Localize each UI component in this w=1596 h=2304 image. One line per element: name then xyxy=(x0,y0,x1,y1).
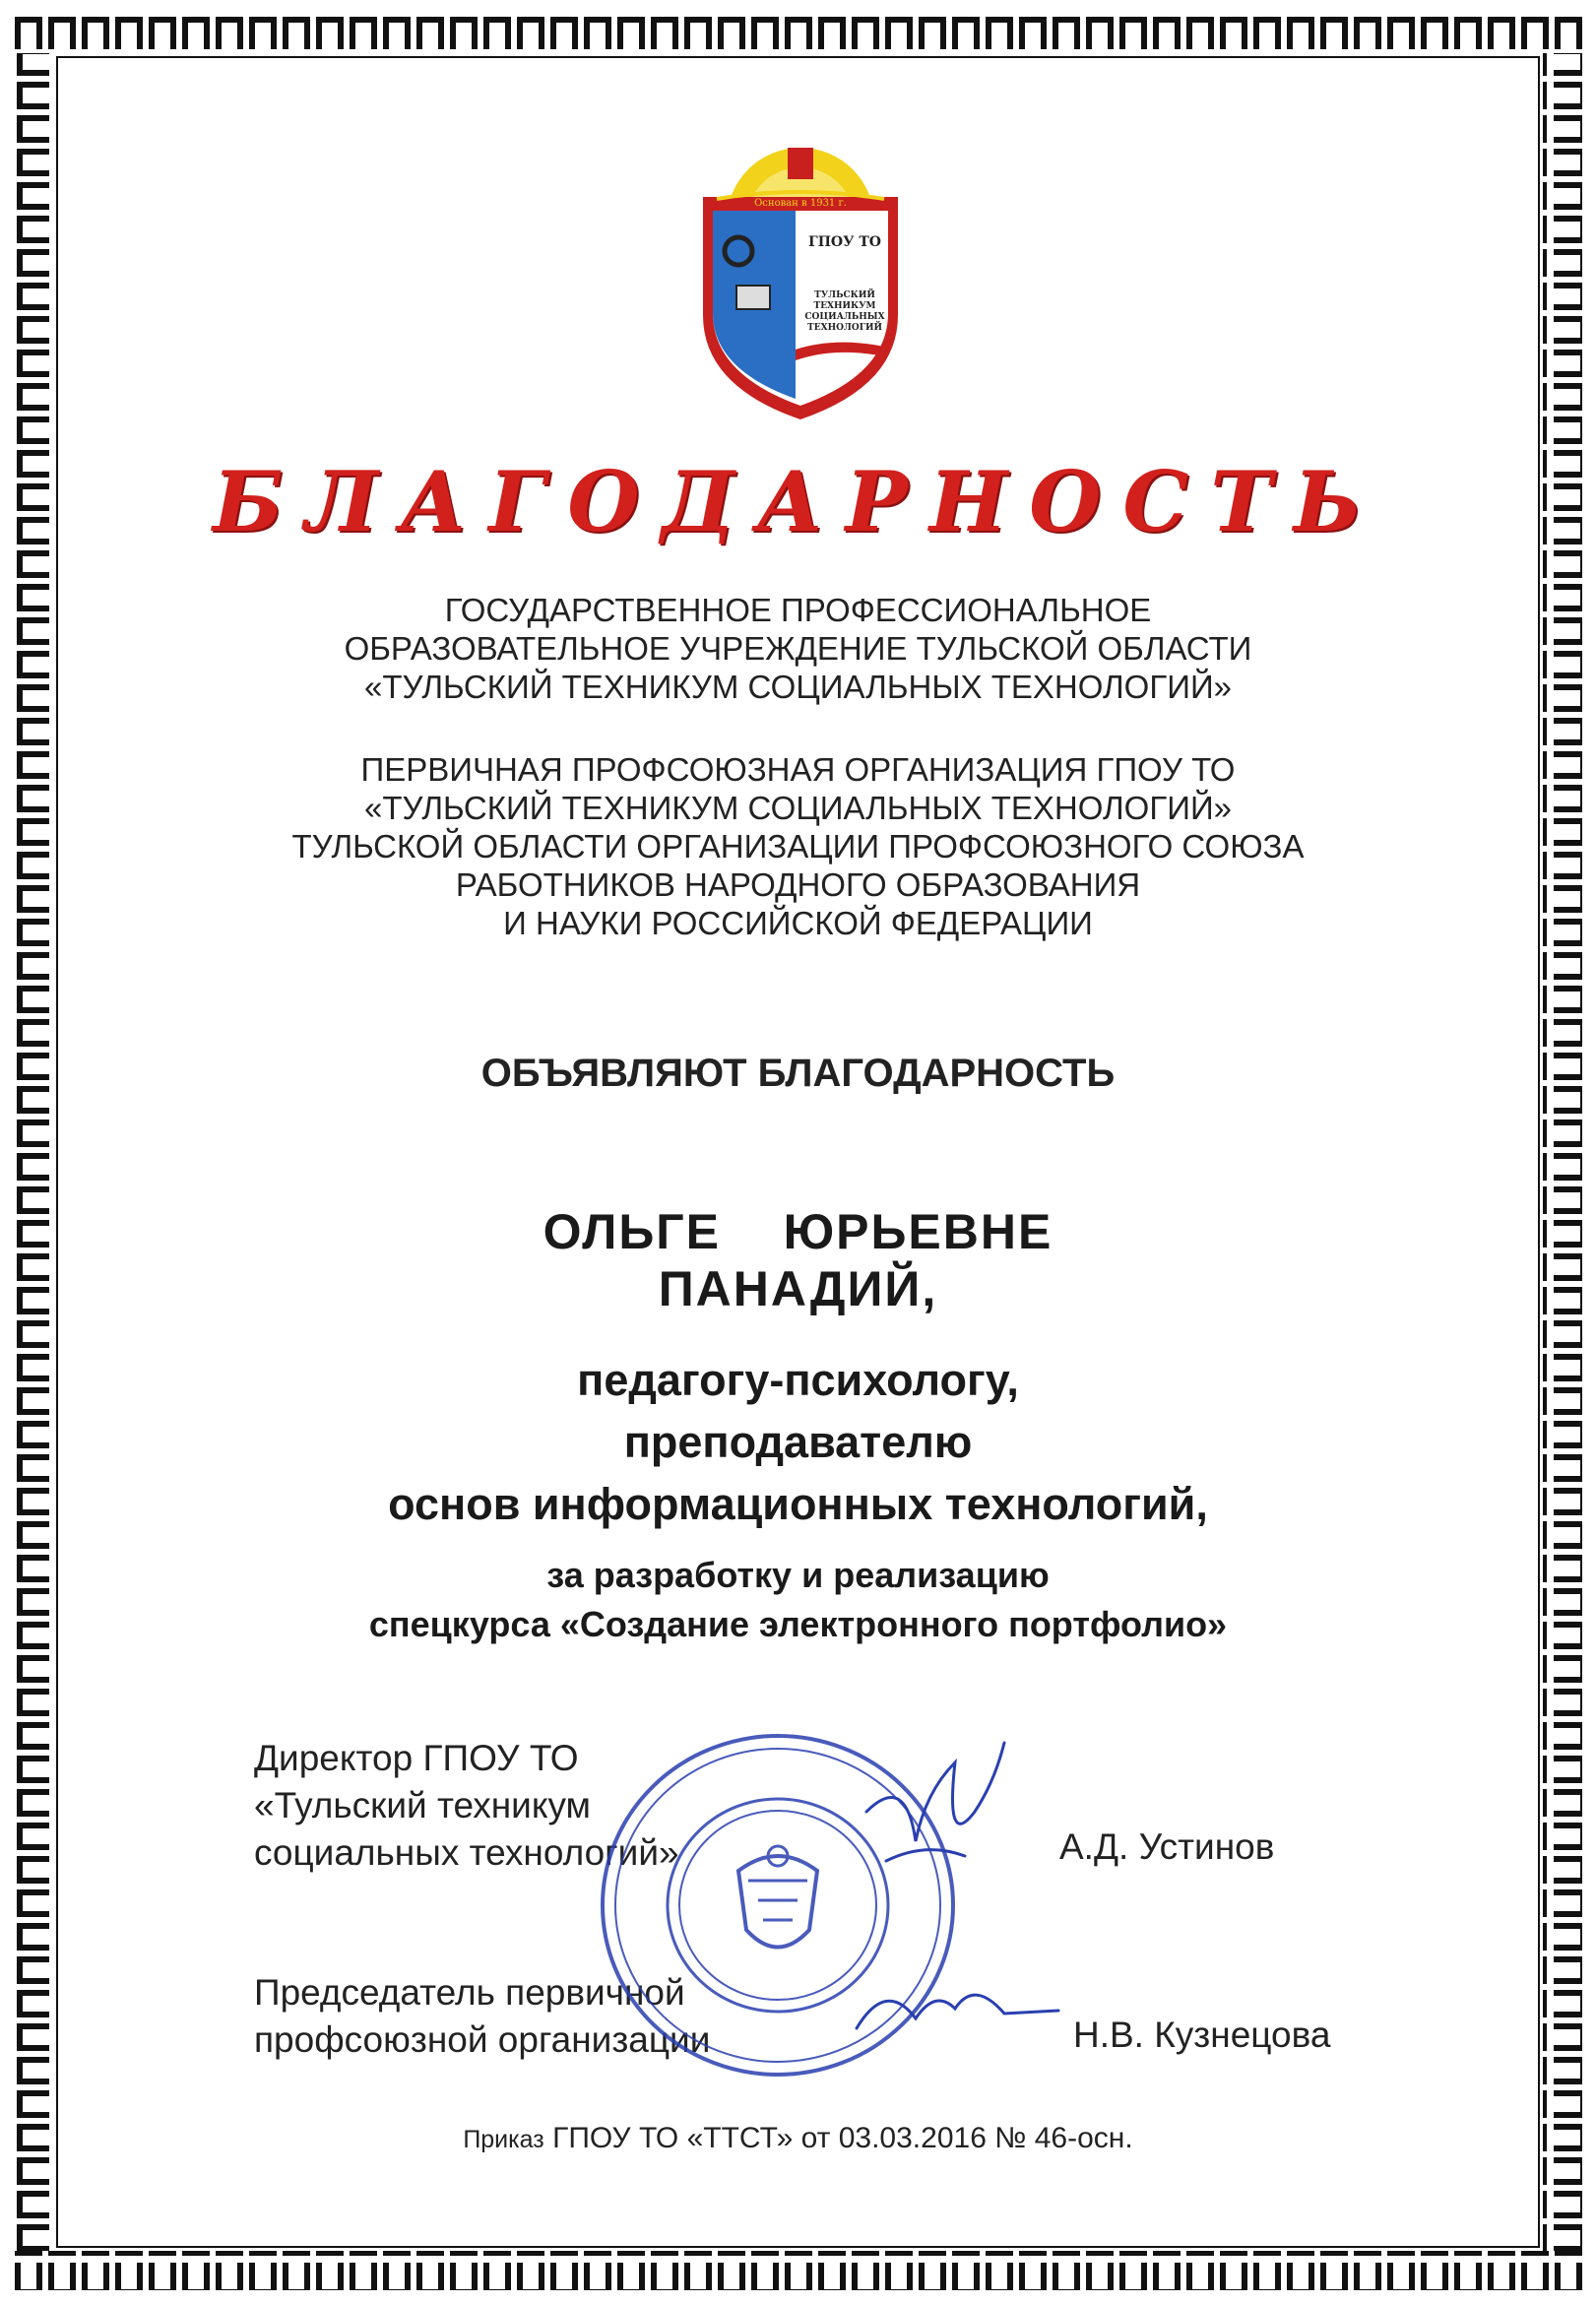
emblem-top-text: Основан в 1931 г. xyxy=(754,198,847,209)
svg-text:ТЕХНИКУМ: ТЕХНИКУМ xyxy=(813,301,876,311)
chair-title: Председатель первичной профсоюзной организации xyxy=(254,1972,711,2060)
svg-text:СОЦИАЛЬНЫХ: СОЦИАЛЬНЫХ xyxy=(804,312,885,322)
recipient-name-line1: ОЛЬГЕ ЮРЬЕВНЕ xyxy=(543,1204,1053,1259)
college-emblem xyxy=(697,128,904,423)
director-name: А.Д. Устинов xyxy=(1059,1826,1275,1867)
svg-text:ТУЛЬСКИЙ: ТУЛЬСКИЙ xyxy=(814,290,875,300)
union-name: ПЕРВИЧНАЯ ПРОФСОЮЗНАЯ ОРГАНИЗАЦИЯ ГПОУ ТО «ТУЛЬСКИЙ ТЕХНИКУМ СОЦИАЛЬНЫХ ТЕХНОЛОГИЙ» ТУЛЬСКОЙ ОБЛАСТИ ОРГАНИЗАЦИИ ПРОФСОЮЗНОГО СОЮЗА РАБОТНИКОВ НАРОДНОГО ОБРАЗОВАНИЯ И НАУКИ РОССИЙСКОЙ ФЕДЕРАЦИИ xyxy=(291,751,1305,941)
chair-name: Н.В. Кузнецова xyxy=(1073,2015,1331,2055)
award-reason: за разработку и реализацию спецкурса «Создание электронного портфолио» xyxy=(368,1555,1228,1644)
order-reference: Приказ ГПОУ ТО «ТТСТ» от 03.03.2016 № 46-осн. xyxy=(463,2122,1133,2154)
announcement: ОБЪЯВЛЯЮТ БЛАГОДАРНОСТЬ xyxy=(480,1052,1116,1095)
recipient-name-line2: ПАНАДИЙ, xyxy=(658,1261,938,1316)
director-title: Директор ГПОУ ТО «Тульский техникум социальных технологий» xyxy=(254,1738,679,1873)
signatures xyxy=(847,1733,1063,2058)
institution-name: ГОСУДАРСТВЕННОЕ ПРОФЕССИОНАЛЬНОЕ ОБРАЗОВАТЕЛЬНОЕ УЧРЕЖДЕНИЕ ТУЛЬСКОЙ ОБЛАСТИ «ТУЛЬСКИЙ ТЕХНИКУМ СОЦИАЛЬНЫХ ТЕХНОЛОГИЙ» xyxy=(344,592,1252,705)
recipient-position: педагогу-психологу, преподавателю основ информационных технологий, xyxy=(388,1355,1208,1529)
svg-text:ТЕХНОЛОГИЙ: ТЕХНОЛОГИЙ xyxy=(807,323,882,333)
document-title: БЛАГОДАРНОСТЬ xyxy=(212,453,1384,550)
emblem-abbr: ГПОУ ТО xyxy=(808,234,881,250)
